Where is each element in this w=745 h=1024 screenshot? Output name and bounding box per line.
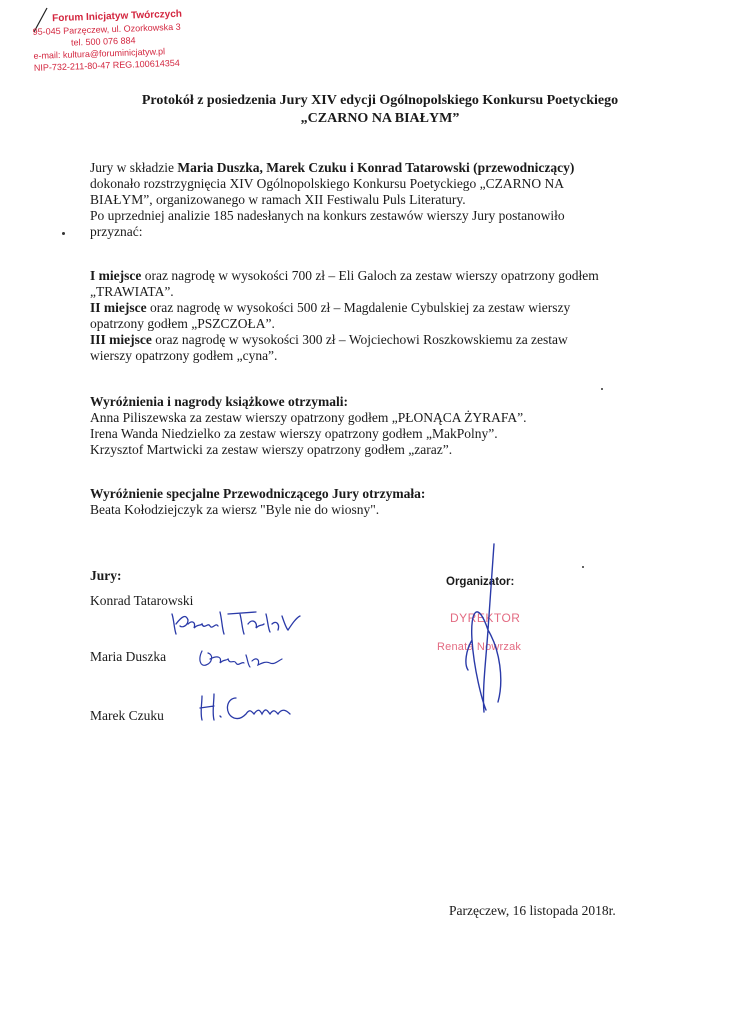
special-text: Beata Kołodziejczyk za wiersz "Byle nie do wiosny". xyxy=(90,502,380,517)
jury-composition: Maria Duszka, Marek Czuku i Konrad Tatarowski (przewodniczący) xyxy=(177,160,575,175)
prize-3-line-2: wierszy opatrzony godłem „cyna”. xyxy=(90,348,278,363)
prize-1-line-2: „TRAWIATA”. xyxy=(90,284,174,299)
speck-mark xyxy=(601,388,603,390)
prizes-section xyxy=(90,268,680,364)
prize-3-place: III miejsce xyxy=(90,332,152,347)
prize-3-text: oraz nagrodę w wysokości 300 zł – Wojciechowi Roszkowskiemu za zestaw xyxy=(151,332,568,347)
jury-member-duszka: Maria Duszka xyxy=(90,649,167,664)
director-stamp-name: Renata Nowrzak xyxy=(437,641,522,653)
signature-tatarowski xyxy=(168,606,308,642)
organizer-heading: Organizator: xyxy=(446,576,515,588)
place-and-date: Parzęczew, 16 listopada 2018r. xyxy=(449,903,616,918)
jury-heading: Jury: xyxy=(90,568,122,583)
prize-1-text: oraz nagrodę w wysokości 700 zł – Eli Galoch za zestaw wierszy opatrzony godłem xyxy=(141,268,599,283)
intro-line-2: dokonało rozstrzygnięcia XIV Ogólnopolskiego Konkursu Poetyckiego „CZARNO NA xyxy=(90,176,565,191)
signature-czuku xyxy=(196,690,306,724)
prize-2-line-1 xyxy=(90,300,680,316)
stamp-nip-reg: NIP-732-211-80-47 REG.100614354 xyxy=(33,57,180,73)
intro-section xyxy=(90,160,680,240)
intro-prefix: Jury w składzie xyxy=(90,160,178,175)
special-heading: Wyróżnienie specjalne Przewodniczącego Jury otrzymała: xyxy=(90,486,426,501)
intro-line-5: przyznać: xyxy=(90,224,143,239)
stamp-address: 95-045 Parzęczew, ul. Ozorkowska 3 xyxy=(32,21,181,37)
director-stamp-title: DYREKTOR xyxy=(450,611,521,625)
honors-section xyxy=(90,394,680,458)
title-line-1: Protokół z posiedzenia Jury XIV edycji Ogólnopolskiego Konkursu Poetyckiego xyxy=(141,93,619,108)
stamp-org-name: Forum Inicjatyw Twórczych xyxy=(51,8,183,25)
stamp-phone: tel. 500 076 884 xyxy=(70,35,136,48)
prize-2-line-2: opatrzony godłem „PSZCZOŁA”. xyxy=(90,316,275,331)
honor-item: Anna Piliszewska za zestaw wierszy opatrzony godłem „PŁONĄCA ŻYRAFA”. xyxy=(90,410,527,425)
jury-member-czuku: Marek Czuku xyxy=(90,708,164,723)
jury-member-tatarowski: Konrad Tatarowski xyxy=(90,593,194,608)
intro-line-3: BIAŁYM”, organizowanego w ramach XII Festiwalu Puls Literatury. xyxy=(90,192,466,207)
special-award-section xyxy=(90,486,680,518)
signature-duszka xyxy=(196,645,296,673)
prize-3-line-1 xyxy=(90,332,680,348)
intro-line-1 xyxy=(90,160,680,176)
prize-2-text: oraz nagrodę w wysokości 500 zł – Magdalenie Cybulskiej za zestaw wierszy xyxy=(146,300,571,315)
signature-organizer xyxy=(452,540,512,720)
organization-stamp xyxy=(30,7,222,74)
honors-heading: Wyróżnienia i nagrody książkowe otrzymali: xyxy=(90,394,348,409)
document-title xyxy=(90,92,670,128)
intro-line-4: Po uprzedniej analizie 185 nadesłanych na konkurs zestawów wierszy Jury postanowiło xyxy=(90,208,565,223)
honor-item: Irena Wanda Niedzielko za zestaw wierszy opatrzony godłem „MakPolny”. xyxy=(90,426,498,441)
honor-item: Krzysztof Martwicki za zestaw wierszy opatrzony godłem „zaraz”. xyxy=(90,442,453,457)
prize-1-place: I miejsce xyxy=(90,268,142,283)
speck-mark xyxy=(62,232,65,235)
prize-2-place: II miejsce xyxy=(90,300,147,315)
title-line-2: „CZARNO NA BIAŁYM” xyxy=(300,111,460,126)
prize-1-line-1 xyxy=(90,268,680,284)
speck-mark xyxy=(582,566,584,568)
stamp-email: e-mail: kultura@foruminicjatyw.pl xyxy=(33,46,166,61)
